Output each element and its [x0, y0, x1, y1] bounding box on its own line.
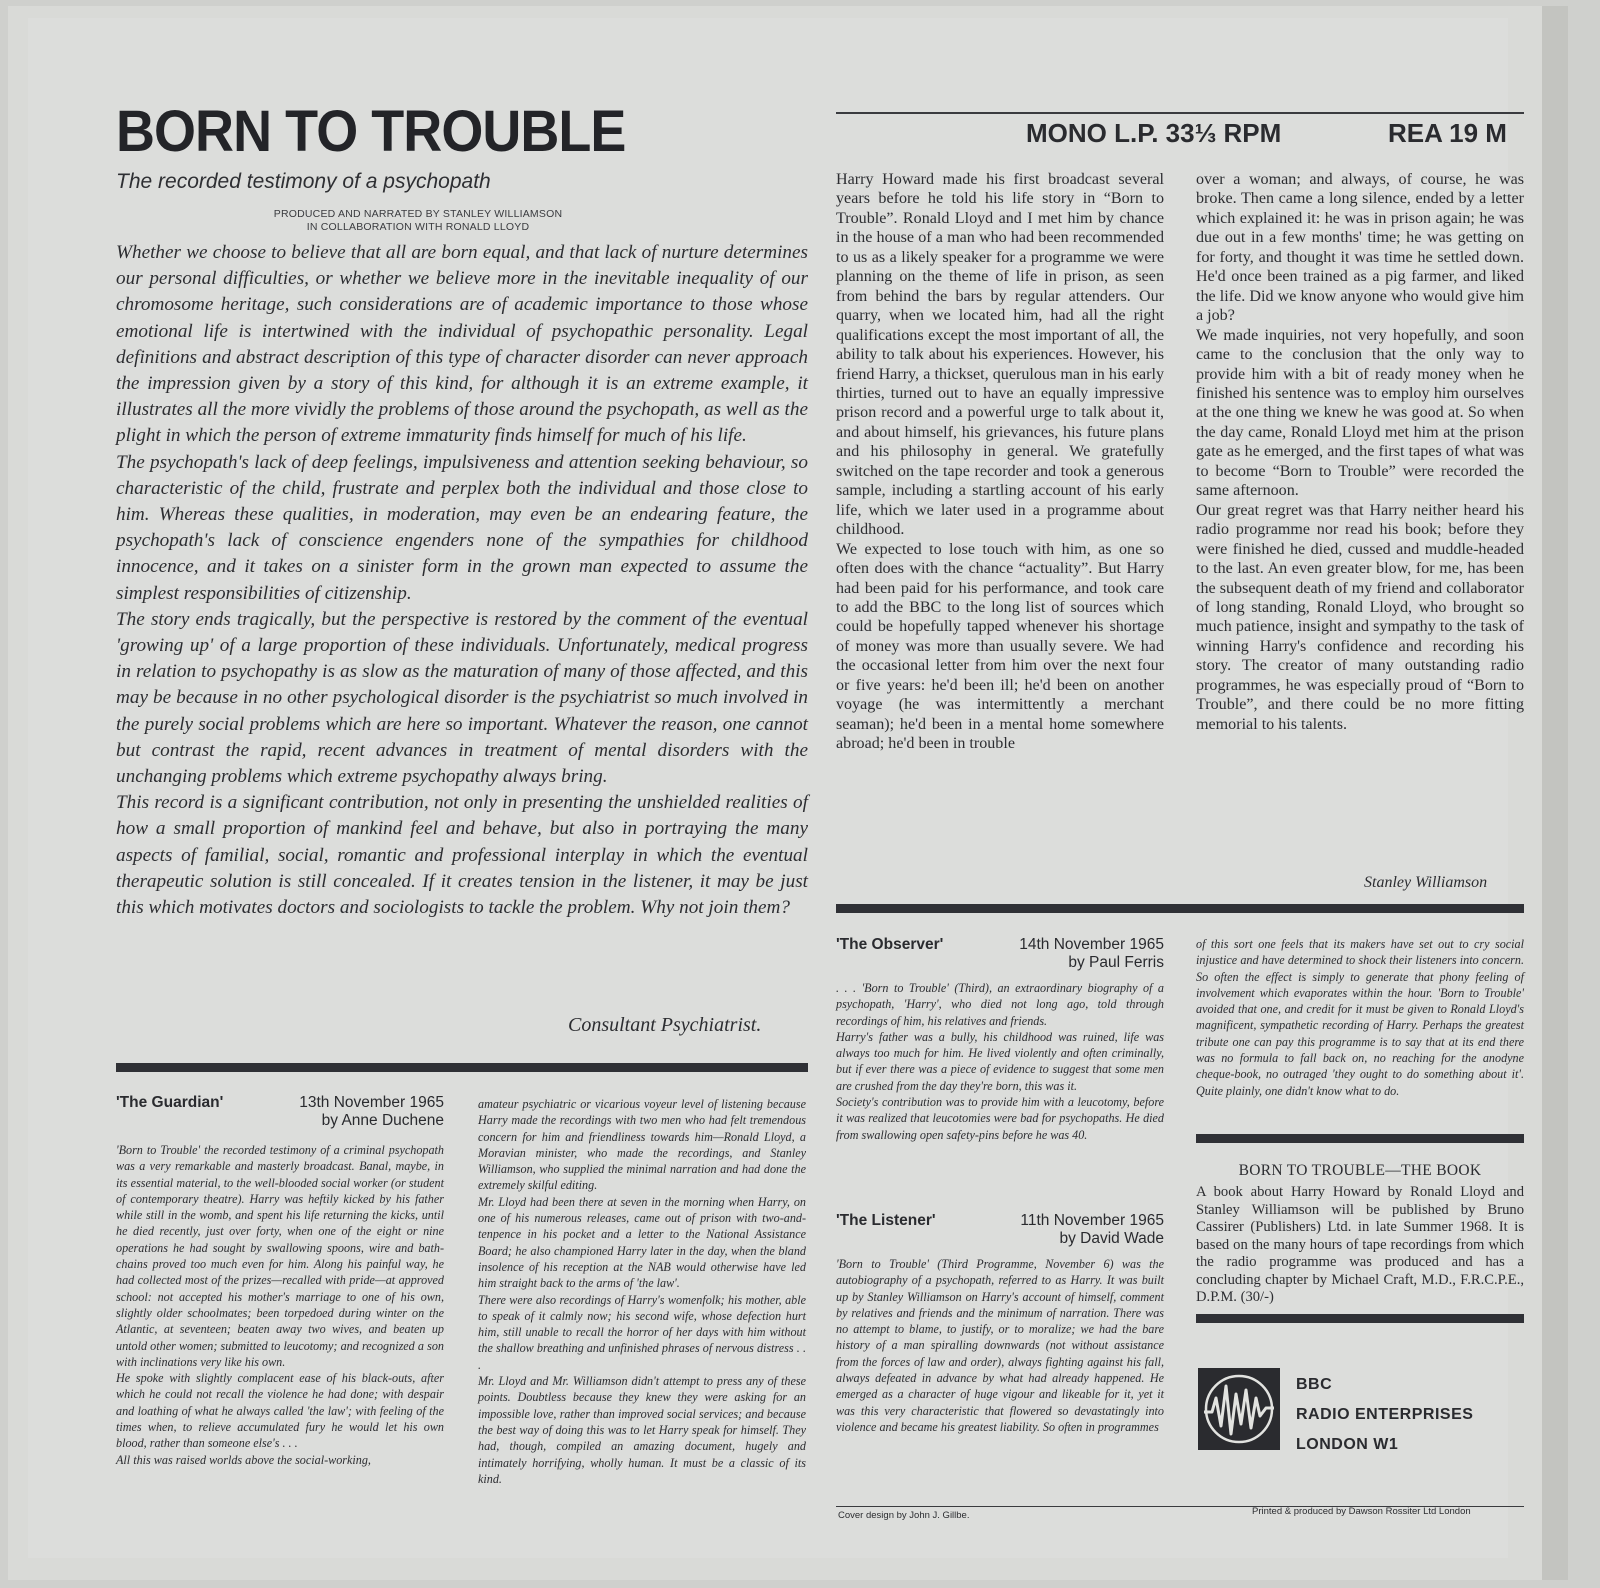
review-paragraph: Mr. Lloyd and Mr. Williamson didn't attempt to press any of these points. Doubtless because they knew they were asking for an impossible love, rather than improved social services; and because the best way of doing this was to let Harry speak for himself. They had, though, compiled an amazing document, hugely and intimately horrifying, wholly human. It must be a classic of its kind.: [478, 1374, 806, 1486]
publisher-line-1: BBC: [1296, 1376, 1333, 1393]
production-credits: [238, 208, 598, 234]
publisher-line-2: RADIO ENTERPRISES: [1296, 1406, 1474, 1423]
back-cover: [28, 18, 1524, 1558]
review-source-guardian: 'The Guardian': [116, 1094, 224, 1111]
review-paragraph: All this was raised worlds above the social-working,: [116, 1452, 371, 1467]
review-paragraph: . . . 'Born to Trouble' (Third), an extraordinary biography of a psychopath, 'Harry', who died not long ago, told through recordings of him, his relatives and friends.: [836, 981, 1164, 1028]
record-format: MONO L.P. 33⅓ RPM: [1026, 118, 1282, 148]
credits-line-1: PRODUCED AND NARRATED BY STANLEY WILLIAMSON: [273, 208, 563, 220]
essay-paragraph: This record is a significant contribution, not only in presenting the unshielded realities of how a small proportion of mankind feel and behave, but also in portraying the many aspects of familial, social, romantic and professional interplay in which the eventual therapeutic solution is still concealed. If it creates tension in the listener, it may be just this which motivates doctors and sociologists to tackle the problem. Why not join them?: [116, 792, 808, 919]
review-date-guardian: 13th November 1965: [299, 1094, 444, 1111]
guardian-review-column-2: [478, 1096, 806, 1487]
album-subtitle: The recorded testimony of a psychopath: [116, 170, 491, 193]
guardian-review-column-1: [116, 1142, 444, 1468]
review-paragraph: amateur psychiatric or vicarious voyeur level of listening because Harry made the recordings with two men who had felt tremendous concern for him and friendliness towards him—Ronald Lloyd, a Moravian minister, who made the recordings, and Stanley Williamson, who supplied the minimal narration and had done the extremely skilful editing.: [478, 1097, 806, 1193]
story-paragraph: We made inquiries, not very hopefully, and soon came to the conclusion that the only way to provide him with a bit of ready money when he finished his sentence was to employ him ourselves at the one thing we knew he was good at. So when the day came, Ronald Lloyd met him at the prison gate as he emerged, and the first tapes of what was to become “Born to Trouble” were recorded the same afternoon.: [1196, 326, 1524, 500]
book-notice-text: A book about Harry Howard by Ronald Lloyd and Stanley Williamson will be published by Bruno Cassirer (Publishers) Ltd. in late Summer 1968. It is based on the many hours of tape recordings from which the radio programme was produced and has a concluding chapter by Michael Craft, M.D., F.R.C.P.E., D.P.M. (30/-): [1196, 1184, 1524, 1305]
divider-bar: [1196, 1134, 1524, 1143]
review-paragraph: 'Born to Trouble' the recorded testimony of a criminal psychopath was a very remarkable and masterly broadcast. Banal, maybe, in its essential material, to the well-blooded social worker (or student of contemporary theatre). Harry was heftily kicked by his father while still in the womb, and spent his life returning the kicks, until he died recently, just over forty, when one of the eight or nine operations he had sought by swallowing spoons, wire and bath-chains proved too much even for him. Along his painful way, he had collected most of the prizes—recalled with pride—at approved school: not accepted his mother's marriage to one of his own, slightly older schoolmates; been torpedoed during winter on the Atlantic, at seventeen; beaten away two wives, and beaten up untold other women; submitted to leucotomy; and recognized a son with inclinations very like his own.: [116, 1143, 444, 1369]
review-author-listener: by David Wade: [1059, 1230, 1164, 1247]
album-title: BORN TO TROUBLE: [116, 99, 626, 164]
review-source-observer: 'The Observer': [836, 936, 944, 953]
review-paragraph: Harry's father was a bully, his childhood was ruined, life was always too much for him. He lived violently and often criminally, but if ever there was a piece of evidence to suggest that some men are crushed from the day they're born, this was it.: [836, 1029, 1164, 1093]
divider-bar: [1196, 1314, 1524, 1323]
review-author-guardian: by Anne Duchene: [321, 1112, 444, 1129]
record-sleeve: [8, 6, 1568, 1580]
story-column-1: [836, 170, 1164, 754]
review-source-listener: 'The Listener': [836, 1212, 936, 1229]
observer-review-column-1: [836, 980, 1164, 1143]
story-column-2: [1196, 170, 1524, 734]
story-paragraph: Our great regret was that Harry neither heard his radio programme nor read his book; before they were finished he died, cussed and muddle-headed to the last. An even greater blow, for me, has been the subsequent death of my friend and collaborator of long standing, Ronald Lloyd, who brought so much patience, insight and sympathy to the task of winning Harry's confidence and recording his story. The creator of many outstanding radio programmes, he was especially proud of “Born to Trouble”, and there could be no more fitting memorial to his talents.: [1196, 501, 1524, 733]
waveform-icon: [1198, 1368, 1280, 1450]
cover-design-credit: Cover design by John J. Gillbe.: [838, 1510, 970, 1521]
book-notice-title: BORN TO TROUBLE—THE BOOK: [1238, 1162, 1482, 1179]
review-author-observer: by Paul Ferris: [1068, 954, 1164, 971]
essay-paragraph: The story ends tragically, but the perspective is restored by the comment of the eventual 'growing up' of a large proportion of these individuals. Unfortunately, medical progress in relation to psychopathy is as slow as the maturation of many of those affected, and this may be because in no other psychological disorder is the psychiatrist so much involved in the purely social problems which are here so important. Whatever the reason, one cannot but contrast the rapid, recent advances in treatment of mental disorders with the unchanging problems which extreme psychopathy always bring.: [116, 608, 808, 788]
review-date-listener: 11th November 1965: [1020, 1212, 1164, 1229]
essay-signature: Consultant Psychiatrist.: [568, 1014, 762, 1036]
header-rule: [836, 112, 1524, 114]
printer-credit: Printed & produced by Dawson Rossiter Ltd London: [1252, 1506, 1471, 1517]
review-paragraph: of this sort one feels that its makers have set out to cry social injustice and have determined to shock their listeners into concern. So often the effect is simply to generate that phony feeling of involvement which evaporates within the hour. 'Born to Trouble' avoided that one, and credit for it must be given to Ronald Lloyd's magnificent, sympathetic recording of Harry. Perhaps the greatest tribute one can pay this programme is to say that at its end there was no formula to fall back on, no reaching for the anodyne cheque-book, no outraged 'they ought to do something about it'. Quite plainly, one didn't know what to do.: [1196, 937, 1524, 1098]
review-paragraph: There were also recordings of Harry's womenfolk; his mother, able to speak of it calmly now; his second wife, whose defection hurt him, still unable to recall the horror of her days with him without the shallow breathing and unfinished phrases of nervous distress . . .: [478, 1292, 806, 1372]
bbc-radio-waveform-logo: [1198, 1368, 1280, 1450]
story-signature: Stanley Williamson: [1364, 874, 1488, 891]
review-paragraph: Society's contribution was to provide him with a leucotomy, before it was realized that leucotomies were bad for psychopaths. He died from swallowing open safety-pins before he was 40.: [836, 1095, 1164, 1142]
essay-paragraph: Whether we choose to believe that all are born equal, and that lack of nurture determines our personal difficulties, or whether we believe more in the inevitable inequality of our chromosome heritage, such considerations are of academic importance to those whose emotional life is intertwined with the individual of psychopathic personality. Legal definitions and abstract description of this type of character disorder can never approach the impression given by a story of this kind, for although it is an extreme example, it illustrates all the more vividly the problems of those around the psychopath, as well as the plight in which the person of extreme immaturity finds himself for much of his life.: [116, 242, 808, 447]
review-paragraph: 'Born to Trouble' (Third Programme, November 6) was the autobiography of a psychopath, referred to as Harry. It was built up by Stanley Williamson on Harry's account of himself, comment by relatives and friends and the minimum of narration. There was no attempt to blame, to justify, or to moralize; we had the bare history of a man spiralling downwards (not without assistance from the forces of law and order), always fighting against his fall, always defeated in advance by what had already happened. He emerged as a character of huge vigour and likeable for it, yet it was this very characteristic that flowered so devastatingly into violence and became his greatest liability. So often in programmes: [836, 1257, 1164, 1434]
review-date-observer: 14th November 1965: [1019, 936, 1164, 953]
story-paragraph: We expected to lose touch with him, as one so often does with the chance “actuality”. But Harry had been paid for his performance, and took care to add the BBC to the long list of sources which could be hopefully tapped whenever his shortage of money was more than usually severe. We had the occasional letter from him over the next four or five years: he'd been ill; he'd been on another voyage (he was intermittently a merchant seaman); he'd been in a mental home somewhere abroad; he'd been in trouble: [836, 540, 1164, 753]
catalogue-number: REA 19 M: [1388, 118, 1507, 148]
publisher-name: [1296, 1370, 1473, 1460]
divider-bar: [836, 904, 1524, 913]
publisher-line-3: LONDON W1: [1296, 1436, 1399, 1453]
psychiatrist-essay: [116, 240, 808, 921]
story-paragraph: Harry Howard made his first broadcast several years before he told his life story in “Born to Trouble”. Ronald Lloyd and I met him by chance in the house of a man who had been recommended to us as a likely speaker for a programme we were planning on the theme of life in prison, as seen from behind the bars by regular attenders. Our quarry, when we located him, had all the right qualifications except the most important of all, the ability to talk about his experiences. However, his friend Harry, a thickset, querulous man in his early thirties, turned out to have an equally impressive prison record and a powerful urge to talk about it, and about himself, his grievances, his future plans and his philosophy in general. We gratefully switched on the tape recorder and took a generous sample, including a startling account of his early life, which we later used in a programme about childhood.: [836, 171, 1164, 539]
divider-bar: [116, 1063, 808, 1072]
review-paragraph: Mr. Lloyd had been there at seven in the morning when Harry, on one of his numerous releases, came out of prison with two-and-tenpence in his pocket and a letter to the National Assistance Board; he also championed Harry later in the day, when the bland insolence of his reception at the NAB would otherwise have led him straight back to the arms of 'the law'.: [478, 1194, 806, 1291]
credits-line-2: IN COLLABORATION WITH RONALD LLOYD: [306, 221, 530, 233]
review-paragraph: He spoke with slightly complacent ease of his black-outs, after which he could not recall the violence he had done; with despair and loathing of what he always called 'the law'; with feeling of the times when, to relieve accumulated fury he would let his own blood, rather than someone else's . . .: [116, 1371, 444, 1451]
listener-review-column-1: [836, 1256, 1164, 1435]
essay-paragraph: The psychopath's lack of deep feelings, impulsiveness and attention seeking behaviour, so characteristic of the child, frustrate and perplex both the individual and those close to him. Whereas these qualities, in moderation, may even be an endearing feature, the psychopath's lack of conscience engenders none of the sympathies for childhood innocence, and it takes on a sinister form in the grown man expected to assume the simplest responsibilities of citizenship.: [116, 451, 808, 604]
story-paragraph: over a woman; and always, of course, he was broke. Then came a long silence, ended by a letter which explained it: he was in prison again; he was due out in a few months' time; he was getting on for forty, and thought it was time he settled down. He'd once been trained as a pig farmer, and liked the life. Did we know anyone who would give him a job?: [1196, 171, 1524, 325]
observer-review-column-2: [1196, 936, 1524, 1099]
